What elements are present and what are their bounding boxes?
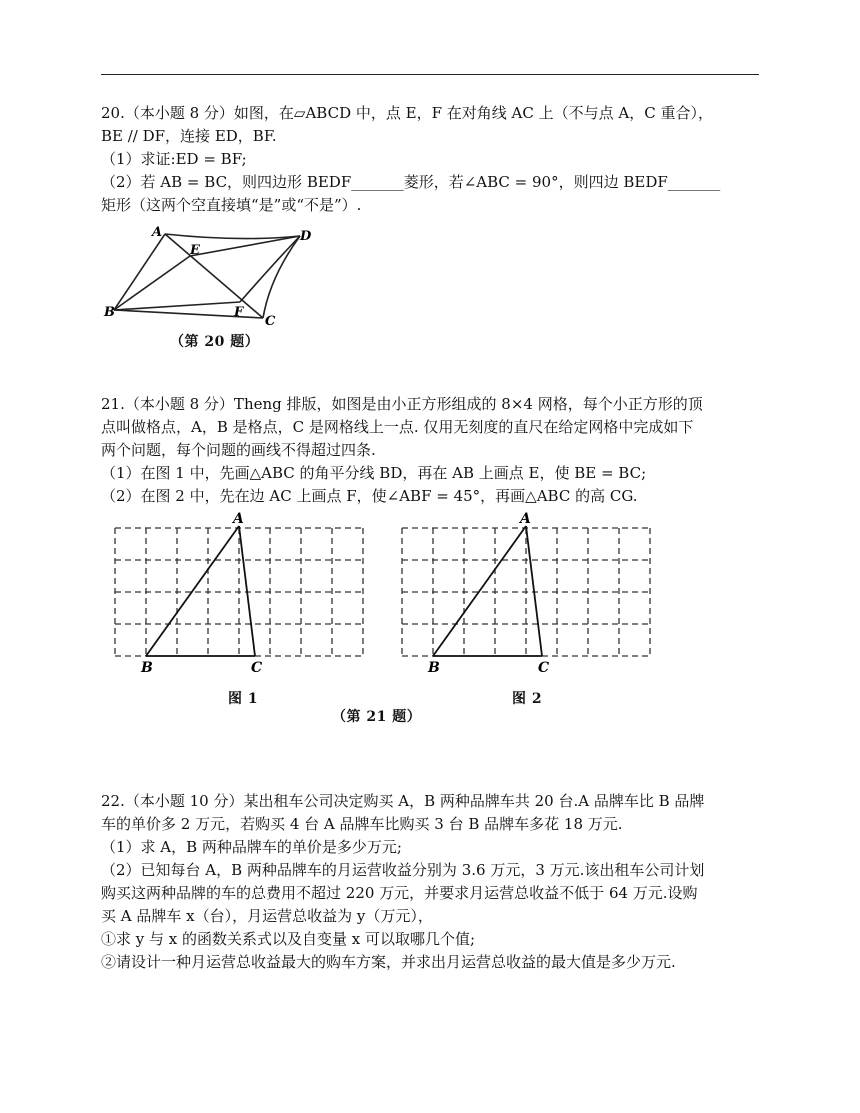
- q22-line-1: 22.（本小题 10 分）某出租车公司决定购买 A，B 两种品牌车共 20 台.A 品牌车比 B 品牌: [101, 792, 705, 810]
- figure-20: [100, 222, 320, 332]
- figure-21-1: [105, 510, 370, 675]
- question-20: [101, 102, 765, 217]
- q21-line-2: 点叫做格点，A，B 是格点，C 是网格线上一点. 仅用无刻度的直尺在给定网格中完成如下: [101, 418, 694, 436]
- side-ab: [114, 234, 165, 310]
- fig1-label-c: C: [251, 660, 263, 675]
- label-b: B: [104, 305, 115, 320]
- q20-line-1: 20.（本小题 8 分）如图，在▱ABCD 中，点 E，F 在对角线 AC 上（不与点 A，C 重合），: [101, 104, 713, 122]
- fig1-label-b: B: [141, 660, 153, 675]
- q22-line-5: 购买这两种品牌的车的总费用不超过 220 万元，并要求月运营总收益不低于 64 万元.设购: [101, 884, 698, 902]
- label-e: E: [190, 243, 200, 258]
- q22-line-4: （2）已知每台 A，B 两种品牌车的月运营收益分别为 3.6 万元，3 万元.该出租车公司计划: [101, 861, 705, 879]
- q22-line-6: 买 A 品牌车 x（台），月运营总收益为 y（万元），: [101, 907, 433, 925]
- fig1-caption: 图 1: [228, 691, 259, 707]
- figure-21-2: [392, 510, 657, 675]
- q21-line-5: （2）在图 2 中，先在边 AC 上画点 F，使∠ABF = 45°，再画△ABC 的高 CG.: [101, 487, 638, 505]
- q22-line-8: ②请设计一种月运营总收益最大的购车方案，并求出月运营总收益的最大值是多少万元.: [101, 953, 676, 971]
- label-f: F: [234, 305, 244, 320]
- grid-1: [115, 528, 365, 656]
- fig2-caption: 图 2: [512, 691, 543, 707]
- q20-line-5: 矩形（这两个空直接填“是”或“不是”）.: [101, 196, 362, 214]
- q20-caption: （第 20 题）: [170, 334, 260, 350]
- q22-line-7: ①求 y 与 x 的函数关系式以及自变量 x 可以取哪几个值;: [101, 930, 476, 948]
- q20-line-3: （1）求证:ED = BF;: [101, 150, 247, 168]
- q22-line-2: 车的单价多 2 万元，若购买 4 台 A 品牌车比购买 3 台 B 品牌车多花 18 万元.: [101, 815, 623, 833]
- fig2-label-c: C: [538, 660, 550, 675]
- side-ad: [165, 234, 300, 239]
- top-rule: [101, 74, 759, 75]
- question-21: [101, 393, 765, 508]
- q21-caption: （第 21 题）: [332, 709, 422, 725]
- q20-line-4: （2）若 AB = BC，则四边形 BEDF_______菱形，若∠ABC = 90°，则四边 BEDF_______: [101, 173, 721, 191]
- q21-line-1: 21.（本小题 8 分）Theng 排版，如图是由小正方形组成的 8×4 网格，每个小正方形的顶: [101, 395, 703, 413]
- fig1-label-a: A: [233, 511, 244, 527]
- q20-line-2: BE // DF，连接 ED，BF.: [101, 127, 277, 145]
- question-22: [101, 790, 765, 974]
- grid-2: [402, 528, 652, 656]
- label-c: C: [265, 314, 276, 329]
- label-a: A: [152, 225, 163, 240]
- q22-line-3: （1）求 A，B 两种品牌车的单价是多少万元;: [101, 838, 402, 856]
- fig2-label-a: A: [520, 511, 531, 527]
- q21-line-4: （1）在图 1 中，先画△ABC 的角平分线 BD，再在 AB 上画点 E，使 BE = BC;: [101, 464, 647, 482]
- side-dc: [263, 236, 300, 318]
- label-d: D: [300, 229, 312, 244]
- q21-line-3: 两个问题，每个问题的画线不得超过四条.: [101, 441, 376, 459]
- segment-bf: [114, 302, 240, 310]
- segment-be: [114, 256, 190, 310]
- fig2-label-b: B: [428, 660, 440, 675]
